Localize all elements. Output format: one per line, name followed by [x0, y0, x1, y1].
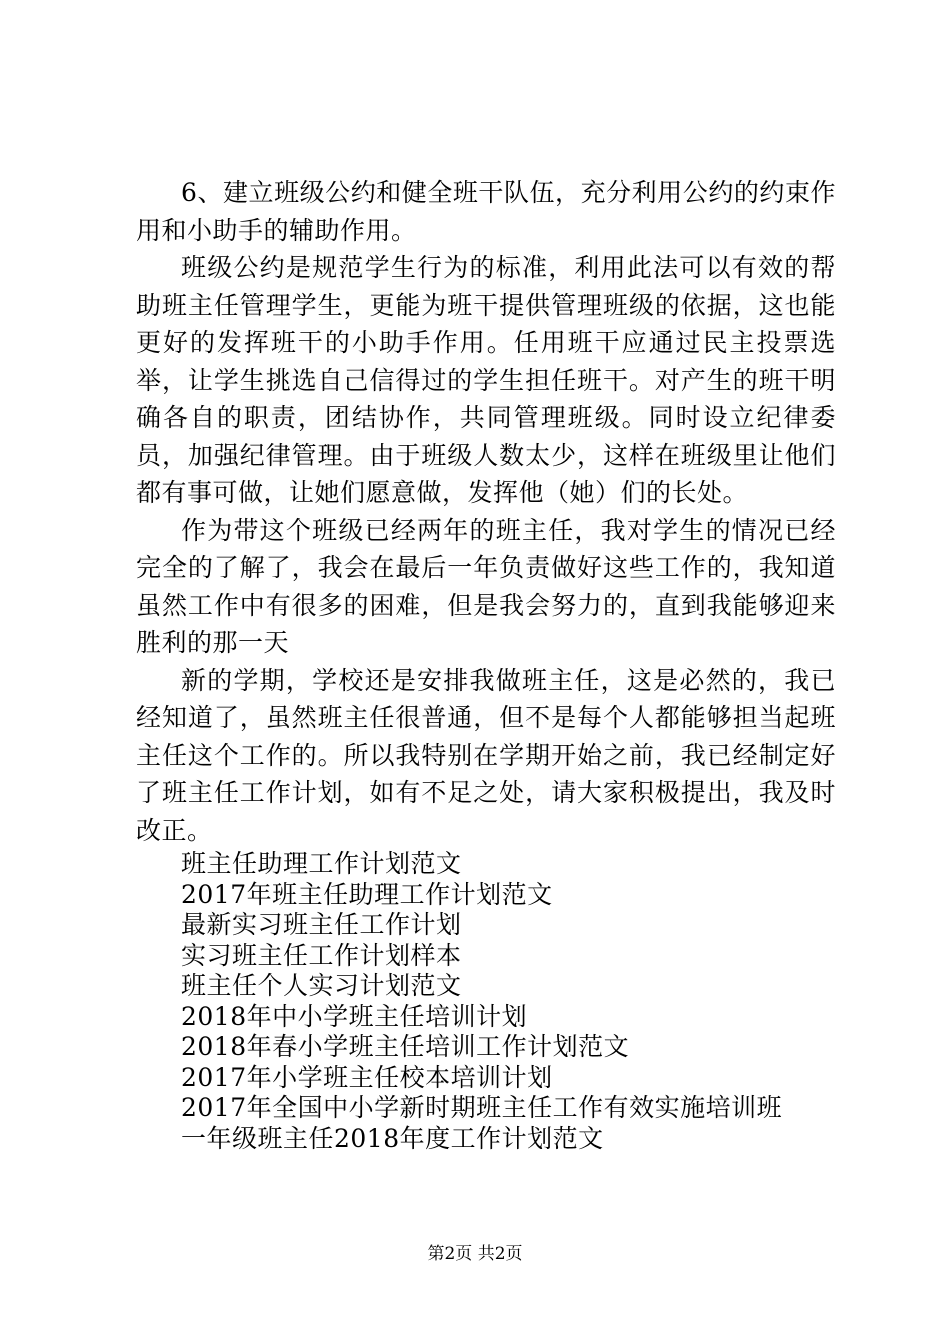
document-body — [136, 174, 836, 1154]
related-article-link[interactable]: 2017年班主任助理工作计划范文 — [181, 879, 553, 909]
paragraph-class-rules: 6、建立班级公约和健全班干队伍，充分利用公约的约束作用和小助手的辅助作用。 — [136, 178, 836, 245]
related-article-link[interactable]: 2018年中小学班主任培训计划 — [181, 1001, 528, 1031]
related-articles-list — [136, 849, 836, 1154]
related-article-link[interactable]: 实习班主任工作计划样本 — [181, 940, 462, 970]
paragraph-new-semester: 新的学期，学校还是安排我做班主任，这是必然的，我已经知道了，虽然班主任很普通，但不是每个人都能够担当起班主任这个工作的。所以我特别在学期开始之前，我已经制定好了班主任工作计划，如有不足之处，请大家积极提出，我及时改正。 — [136, 665, 836, 845]
paragraph-class-rules-detail: 班级公约是规范学生行为的标准，利用此法可以有效的帮助班主任管理学生，更能为班干提供管理班级的依据，这也能更好的发挥班干的小助手作用。任用班干应通过民主投票选举，让学生挑选自己信得过的学生担任班干。对产生的班干明确各自的职责，团结协作，共同管理班级。同时设立纪律委员，加强纪律管理。由于班级人数太少，这样在班级里让他们都有事可做，让她们愿意做，发挥他（她）们的长处。 — [136, 253, 836, 507]
related-article-link[interactable]: 一年级班主任2018年度工作计划范文 — [181, 1123, 604, 1153]
page-footer — [0, 1243, 950, 1265]
paragraph-teacher-commitment: 作为带这个班级已经两年的班主任，我对学生的情况已经完全的了解了，我会在最后一年负责做好这些工作的，我知道虽然工作中有很多的困难，但是我会努力的，直到我能够迎来胜利的那一天 — [136, 515, 836, 657]
related-article-link[interactable]: 2018年春小学班主任培训工作计划范文 — [181, 1032, 630, 1061]
related-article-link[interactable]: 班主任个人实习计划范文 — [181, 971, 462, 1000]
related-article-link[interactable]: 班主任助理工作计划范文 — [181, 849, 462, 878]
related-article-link[interactable]: 2017年小学班主任校本培训计划 — [181, 1062, 553, 1092]
related-article-link[interactable]: 最新实习班主任工作计划 — [181, 910, 462, 939]
related-article-link[interactable]: 2017年全国中小学新时期班主任工作有效实施培训班 — [181, 1093, 783, 1122]
page-indicator: 第2页 共2页 — [427, 1244, 523, 1264]
